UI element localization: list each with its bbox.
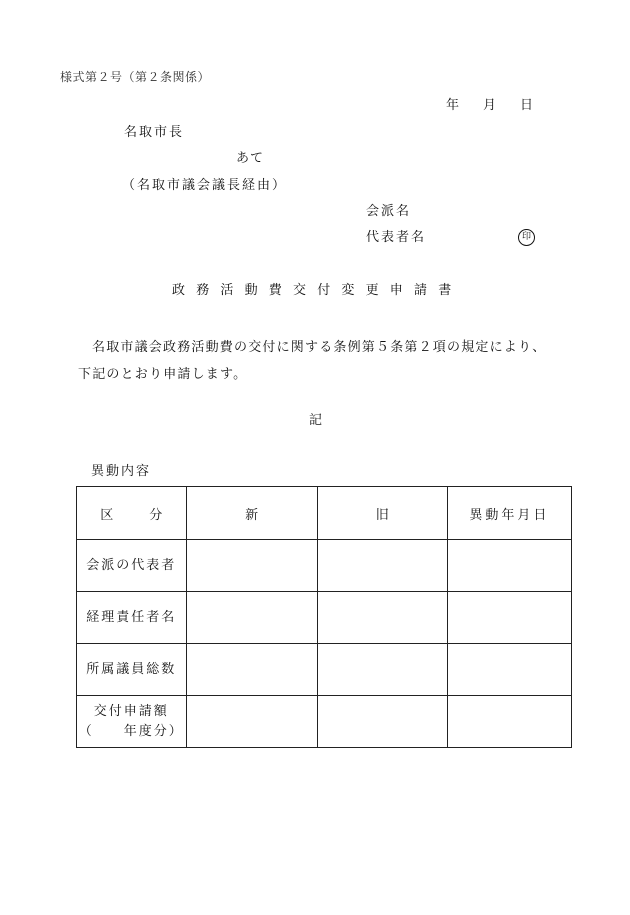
date-line xyxy=(446,99,533,112)
table-row xyxy=(77,540,572,592)
cell-old[interactable] xyxy=(317,696,447,748)
body-line-1: 名取市議会政務活動費の交付に関する条例第５条第２項の規定により、 xyxy=(92,340,547,355)
cell-change-date[interactable] xyxy=(447,592,571,644)
header-kubun xyxy=(77,487,187,540)
representative-name-label: 代表者名 xyxy=(366,230,427,245)
row-sublabel: （ 年度分） xyxy=(78,723,184,739)
cell-new[interactable] xyxy=(186,592,317,644)
cell-new[interactable] xyxy=(186,644,317,696)
row-label: 会派の代表者 xyxy=(77,540,187,592)
cell-new[interactable] xyxy=(186,696,317,748)
date-month: 月 xyxy=(483,98,497,113)
seal-mark: 印 xyxy=(518,229,535,246)
addressee: 名取市長 xyxy=(124,125,185,140)
row-label-grant xyxy=(77,696,187,748)
body-line-2: 下記のとおり申請します。 xyxy=(78,367,248,382)
header-old: 旧 xyxy=(317,487,447,540)
date-day: 日 xyxy=(520,98,534,113)
form-number: 様式第２号（第２条関係） xyxy=(60,70,211,84)
row-label: 交付申請額 xyxy=(93,703,169,719)
header-kubun-a: 区 xyxy=(100,507,114,523)
section-label: 異動内容 xyxy=(91,464,152,479)
date-year: 年 xyxy=(446,98,460,113)
cell-change-date[interactable] xyxy=(447,540,571,592)
table-row xyxy=(77,592,572,644)
table-header-row xyxy=(77,487,572,540)
cell-old[interactable] xyxy=(317,644,447,696)
table-row xyxy=(77,644,572,696)
cell-old[interactable] xyxy=(317,592,447,644)
body-paragraph xyxy=(78,334,546,388)
change-table xyxy=(76,486,572,748)
via-note: （名取市議会議長経由） xyxy=(122,178,288,193)
cell-change-date[interactable] xyxy=(447,644,571,696)
document-title: 政務活動費交付変更申請書 xyxy=(172,283,463,298)
header-kubun-b: 分 xyxy=(149,507,163,523)
row-label: 所属議員総数 xyxy=(77,644,187,696)
cell-old[interactable] xyxy=(317,540,447,592)
ki-heading: 記 xyxy=(309,413,323,428)
header-change-date: 異動年月日 xyxy=(447,487,571,540)
row-label: 経理責任者名 xyxy=(77,592,187,644)
addressee-suffix: あて xyxy=(236,151,265,166)
cell-new[interactable] xyxy=(186,540,317,592)
table-row xyxy=(77,696,572,748)
faction-name-label: 会派名 xyxy=(366,204,412,219)
header-new: 新 xyxy=(186,487,317,540)
cell-change-date[interactable] xyxy=(447,696,571,748)
